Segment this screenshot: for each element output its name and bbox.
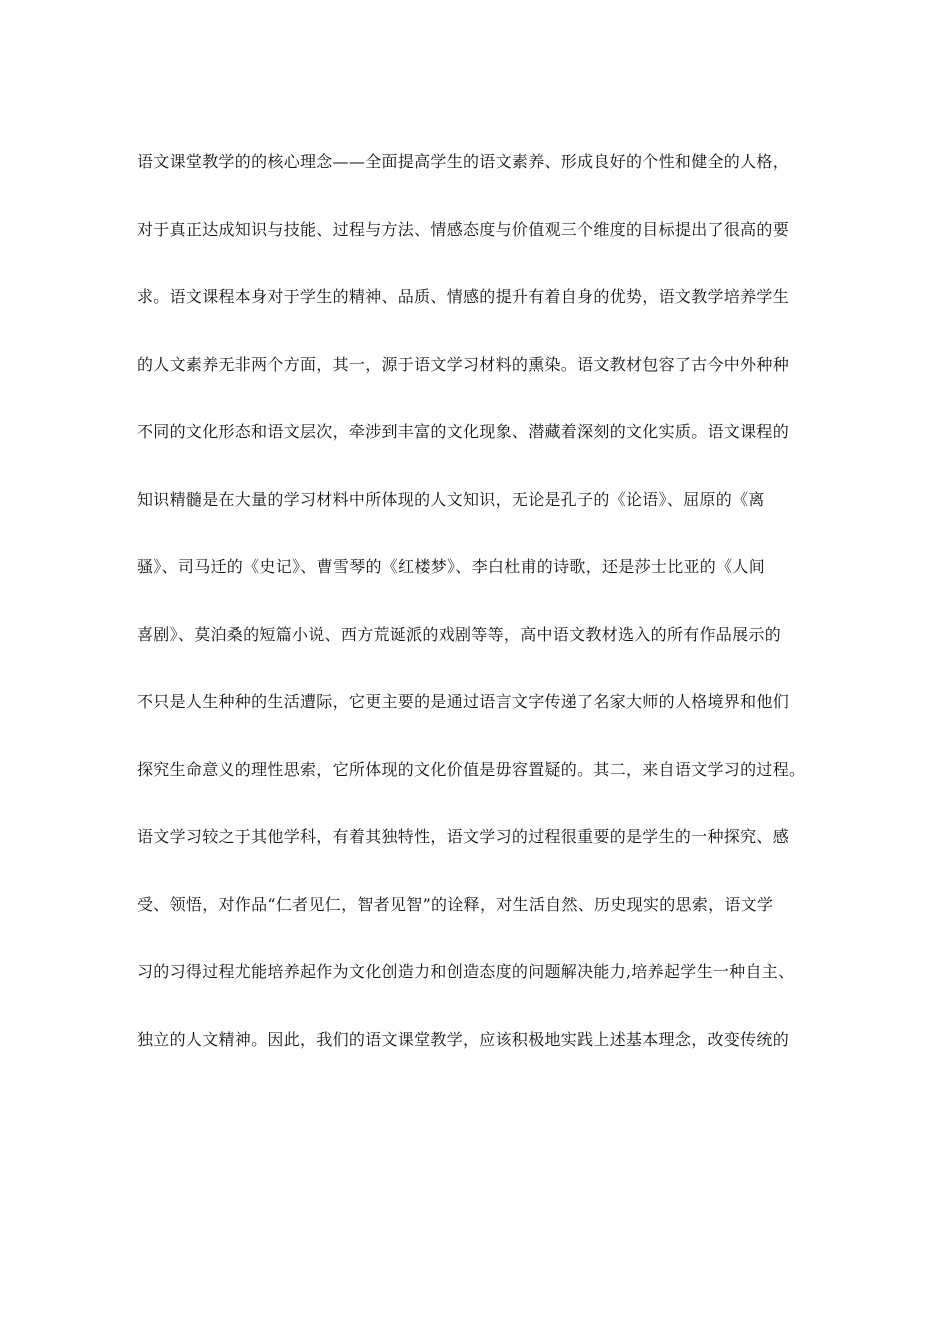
text-line: 对于真正达成知识与技能、过程与方法、情感态度与价值观三个维度的目标提出了很高的要	[137, 219, 790, 239]
text-line: 不同的文化形态和语文层次，牵涉到丰富的文化现象、潜藏着深刻的文化实质。语文课程的	[137, 422, 790, 441]
text-line: 独立的人文精神。因此，我们的语文课堂教学，应该积极地实践上述基本理念，改变传统的	[137, 1029, 790, 1049]
text-line: 求。语文课程本身对于学生的精神、品质、情感的提升有着自身的优势，语文教学培养学生	[137, 287, 790, 306]
text-line: 受、领悟，对作品“仁者见仁，智者见智”的诠释，对生活自然、历史现实的思索，语文学	[137, 894, 774, 914]
body-paragraph	[137, 147, 837, 1092]
text-line: 习的习得过程尤能培养起作为文化创造力和创造态度的问题解决能力,培养起学生一种自主、	[137, 962, 795, 981]
text-line: 不只是人生种种的生活遭际，它更主要的是通过语言文字传递了名家大师的人格境界和他们	[137, 692, 790, 711]
text-line: 探究生命意义的理性思索，它所体现的文化价值是毋容置疑的。其二，来自语文学习的过程。	[137, 759, 806, 779]
text-line: 的人文素养无非两个方面，其一，源于语文学习材料的熏染。语文教材包容了古今中外种种	[137, 354, 790, 374]
text-line: 知识精髓是在大量的学习材料中所体现的人文知识，无论是孔子的《论语》、屈原的《离	[137, 489, 765, 509]
text-line: 骚》、司马迁的《史记》、曹雪琴的《红楼梦》、李白杜甫的诗歌，还是莎士比亚的《人间	[137, 557, 766, 576]
text-line: 语文课堂教学的的核心理念——全面提高学生的语文素养、形成良好的个性和健全的人格，	[137, 152, 790, 171]
text-line: 喜剧》、莫泊桑的短篇小说、西方荒诞派的戏剧等等，高中语文教材选入的所有作品展示的	[137, 624, 782, 644]
text-line: 语文学习较之于其他学科，有着其独特性，语文学习的过程很重要的是学生的一种探究、感	[137, 827, 790, 846]
